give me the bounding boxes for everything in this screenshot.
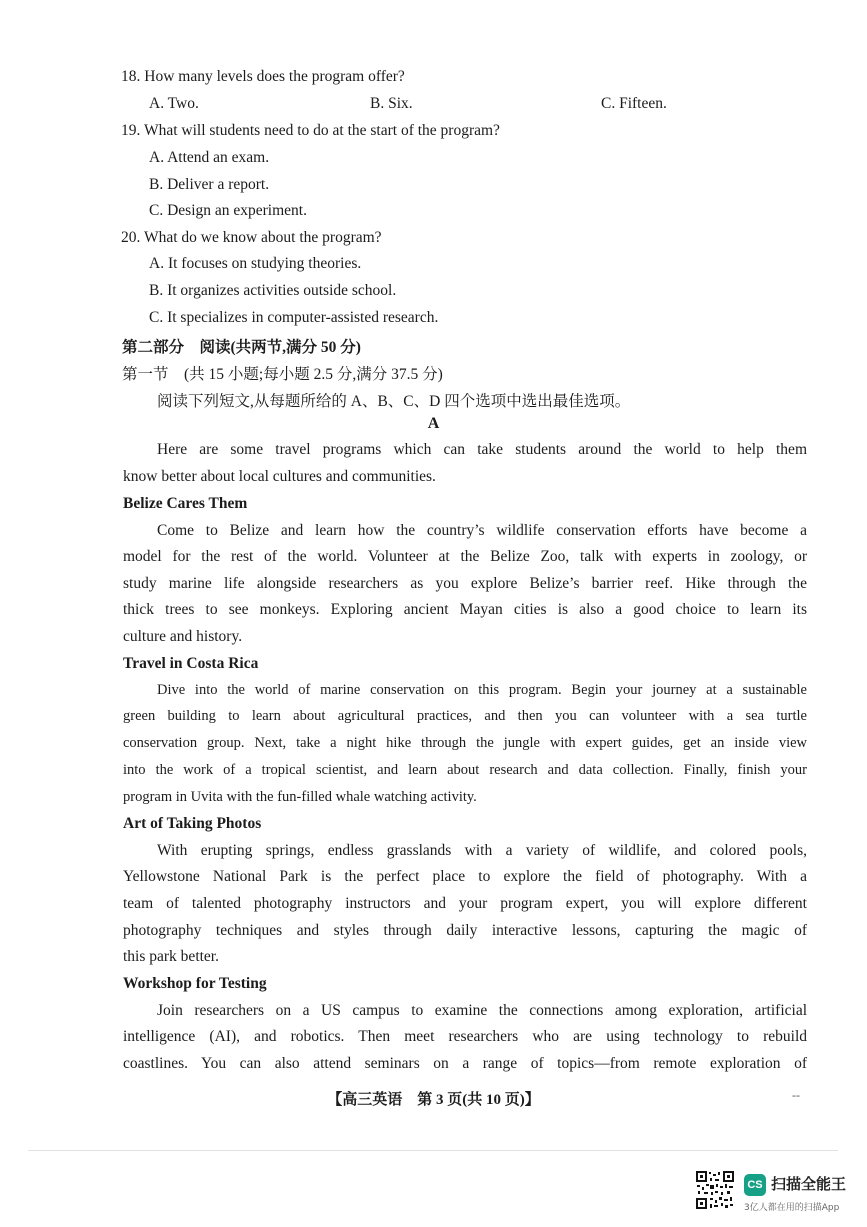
- belize-line: study marine life alongside researchers as you explore Belize’s barrier reef. Hike through the: [123, 575, 807, 592]
- belize-heading: Belize Cares Them: [123, 495, 248, 512]
- page-footer: 【高三英语 第 3 页(共 10 页)】: [327, 1092, 540, 1108]
- costa-rica-line: into the work of a tropical scientist, and learn about research and data collection. Finally, finish your: [123, 762, 807, 778]
- intro-line-1: Here are some travel programs which can take students around the world to help them: [157, 441, 807, 458]
- question-19-stem: 19. What will students need to do at the start of the program?: [121, 122, 500, 139]
- costa-rica-line: Dive into the world of marine conservation on this program. Begin your journey at a sustainable: [157, 682, 807, 698]
- question-20-stem: 20. What do we know about the program?: [121, 229, 382, 246]
- intro-line-2: know better about local cultures and communities.: [123, 468, 436, 485]
- question-20-option-c: C. It specializes in computer-assisted research.: [149, 309, 439, 326]
- camscanner-name: 扫描全能王: [771, 1175, 847, 1193]
- photos-line: this park better.: [123, 948, 219, 965]
- question-18-option-b: B. Six.: [370, 95, 413, 112]
- workshop-line: intelligence (AI), and robotics. Then meet researchers who are using technology to rebuild: [123, 1028, 807, 1045]
- photos-heading: Art of Taking Photos: [123, 815, 262, 832]
- workshop-line: coastlines. You can also attend seminars on a range of topics—from remote exploration of: [123, 1055, 807, 1072]
- question-19-option-c: C. Design an experiment.: [149, 202, 307, 219]
- costa-rica-line: conservation group. Next, take a night hike through the jungle with expert guides, get an inside view: [123, 735, 807, 751]
- camscanner-tagline: 3亿人都在用的扫描App: [744, 1203, 840, 1213]
- question-20-option-a: A. It focuses on studying theories.: [149, 255, 362, 272]
- section-sub-heading: 第一节 (共 15 小题;每小题 2.5 分,满分 37.5 分): [122, 366, 443, 383]
- belize-line: thick trees to see monkeys. Exploring ancient Mayan cities is also a good choice to learn its: [123, 601, 807, 618]
- costa-rica-line: green building to learn about agricultural practices, and then you can volunteer with a sea turtle: [123, 708, 807, 724]
- footer-divider: [28, 1150, 838, 1151]
- belize-line: Come to Belize and learn how the country’s wildlife conservation efforts have become a: [157, 522, 807, 539]
- question-18-option-c: C. Fifteen.: [601, 95, 667, 112]
- question-18-option-a: A. Two.: [149, 95, 199, 112]
- section-instruction: 阅读下列短文,从每题所给的 A、B、C、D 四个选项中选出最佳选项。: [157, 393, 631, 410]
- camscanner-logo: CS: [744, 1174, 766, 1196]
- footer-dash: --: [792, 1088, 800, 1102]
- workshop-heading: Workshop for Testing: [123, 975, 267, 992]
- costa-rica-heading: Travel in Costa Rica: [123, 655, 259, 672]
- belize-line: culture and history.: [123, 628, 243, 645]
- question-20-option-b: B. It organizes activities outside school.: [149, 282, 397, 299]
- passage-letter: A: [427, 415, 440, 432]
- belize-line: model for the rest of the world. Volunteer at the Belize Zoo, talk with experts in zoology, or: [123, 548, 807, 565]
- question-18-stem: 18. How many levels does the program offer?: [121, 68, 405, 85]
- photos-line: With erupting springs, endless grasslands with a variety of wildlife, and colored pools,: [157, 842, 807, 859]
- workshop-line: Join researchers on a US campus to examine the connections among exploration, artificial: [157, 1002, 807, 1019]
- costa-rica-line: program in Uvita with the fun-filled whale watching activity.: [123, 789, 477, 805]
- section-part-heading: 第二部分 阅读(共两节,满分 50 分): [122, 339, 361, 356]
- photos-line: photography techniques and styles through daily interactive lessons, capturing the magic of: [123, 922, 807, 939]
- question-19-option-b: B. Deliver a report.: [149, 176, 270, 193]
- question-19-option-a: A. Attend an exam.: [149, 149, 270, 166]
- photos-line: Yellowstone National Park is the perfect place to explore the field of photography. With a: [123, 868, 807, 885]
- qr-code-icon: [695, 1170, 735, 1210]
- photos-line: team of talented photography instructors and your program expert, you will explore different: [123, 895, 807, 912]
